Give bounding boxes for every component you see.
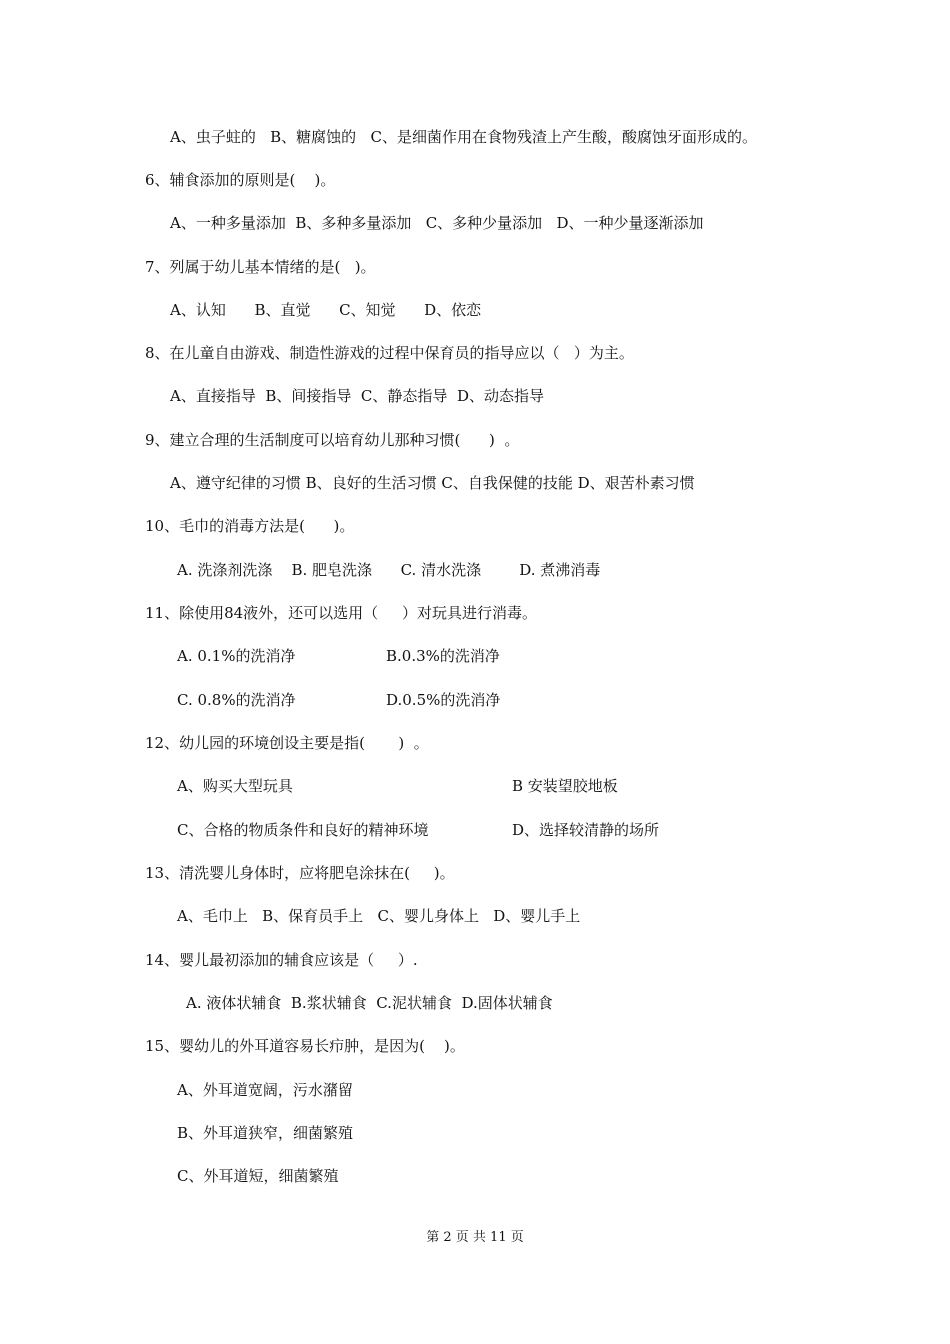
question-15: 15、婴幼儿的外耳道容易长疖肿，是因为( )。 (145, 1037, 465, 1055)
q15-option-a: A、外耳道宽阔，污水潴留 (177, 1081, 353, 1099)
q11-option-b: B.0.3%的洗消净 (386, 647, 500, 665)
question-10: 10、毛巾的消毒方法是( )。 (145, 517, 355, 535)
q8-options: A、直接指导 B、间接指导 C、静态指导 D、动态指导 (170, 387, 544, 405)
question-14: 14、婴儿最初添加的辅食应该是（ ）. (145, 951, 418, 969)
q12-option-b: B 安装望胶地板 (512, 777, 618, 795)
q7-options: A、认知 B、直觉 C、知觉 D、依恋 (170, 301, 482, 319)
question-6: 6、辅食添加的原则是( )。 (145, 171, 336, 189)
q6-options: A、一种多量添加 B、多种多量添加 C、多种少量添加 D、一种少量逐渐添加 (170, 214, 704, 232)
question-13: 13、清洗婴儿身体时，应将肥皂涂抹在( )。 (145, 864, 455, 882)
q14-options: A. 液体状辅食 B.浆状辅食 C.泥状辅食 D.固体状辅食 (186, 994, 553, 1012)
question-11: 11、除使用84液外，还可以选用（ ）对玩具进行消毒。 (145, 604, 538, 622)
q12-option-d: D、选择较清静的场所 (512, 821, 660, 839)
question-8: 8、在儿童自由游戏、制造性游戏的过程中保育员的指导应以（ ）为主。 (145, 344, 634, 362)
q11-option-c: C. 0.8%的洗消净 (177, 691, 296, 709)
q15-option-c: C、外耳道短，细菌繁殖 (177, 1167, 339, 1185)
q10-options: A. 洗涤剂洗涤 B. 肥皂洗涤 C. 清水洗涤 D. 煮沸消毒 (177, 561, 601, 579)
q12-option-a: A、购买大型玩具 (177, 777, 293, 795)
q5-options: A、虫子蛀的 B、糖腐蚀的 C、是细菌作用在食物残渣上产生酸，酸腐蚀牙面形成的。 (170, 128, 757, 146)
page-number-footer: 第 2 页 共 11 页 (426, 1230, 524, 1245)
q11-option-a: A. 0.1%的洗消净 (177, 647, 296, 665)
question-9: 9、建立合理的生活制度可以培育幼儿那种习惯( ) 。 (145, 431, 520, 449)
q15-option-b: B、外耳道狭窄，细菌繁殖 (177, 1124, 354, 1142)
question-12: 12、幼儿园的环境创设主要是指( ) 。 (145, 734, 429, 752)
q12-option-c: C、合格的物质条件和良好的精神环境 (177, 821, 429, 839)
q11-option-d: D.0.5%的洗消净 (386, 691, 501, 709)
q9-options: A、遵守纪律的习惯 B、良好的生活习惯 C、自我保健的技能 D、艰苦朴素习惯 (170, 474, 695, 492)
question-7: 7、列属于幼儿基本情绪的是( )。 (145, 258, 376, 276)
q13-options: A、毛巾上 B、保育员手上 C、婴儿身体上 D、婴儿手上 (177, 907, 581, 925)
